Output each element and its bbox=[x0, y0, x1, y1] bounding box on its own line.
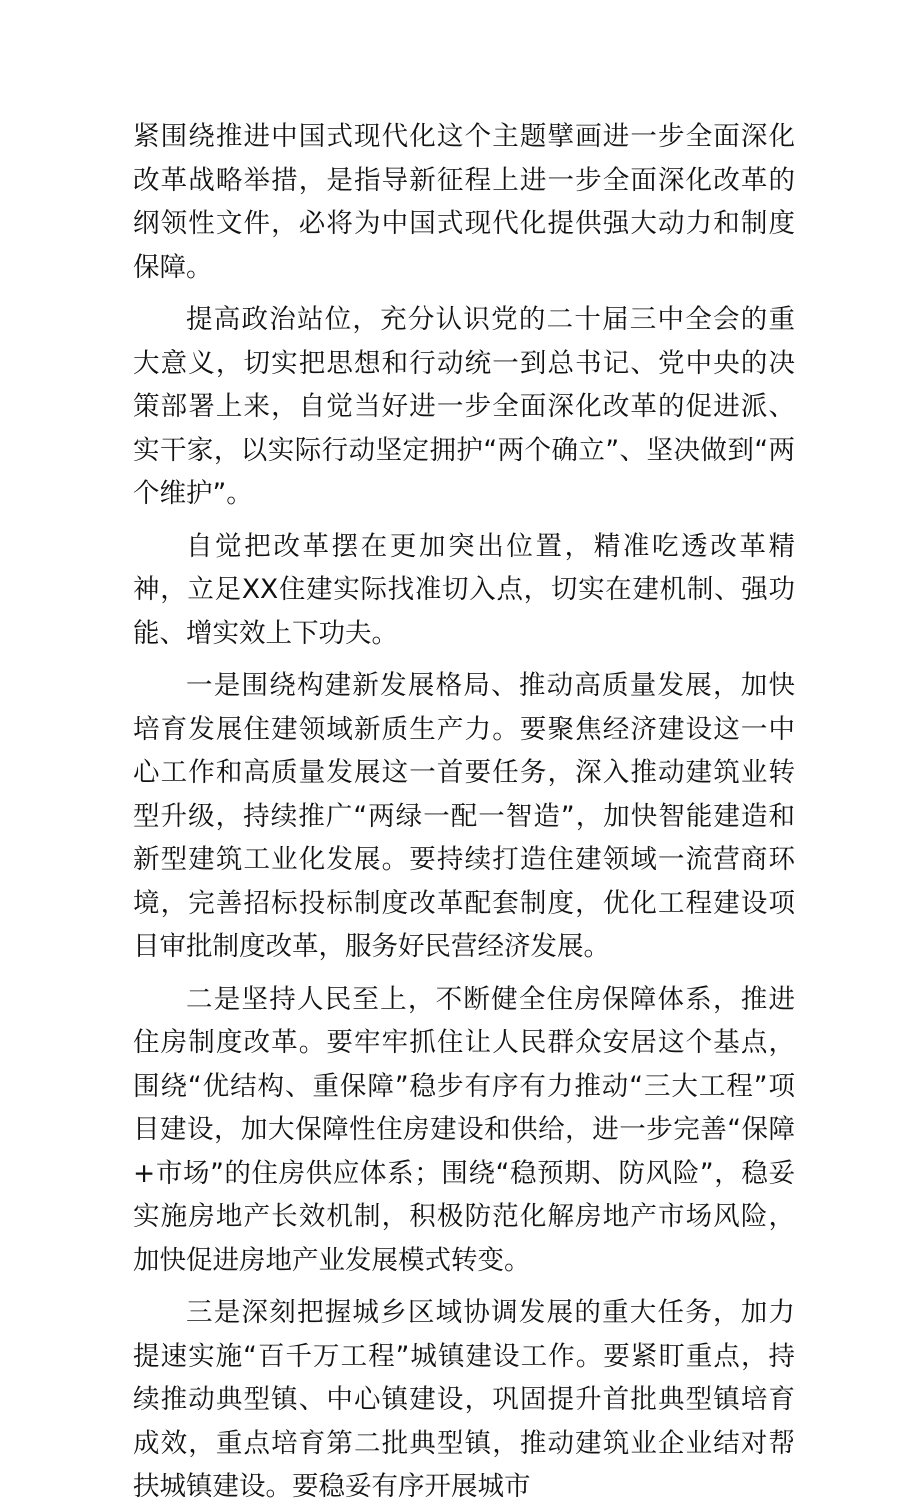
document-body bbox=[133, 115, 795, 1509]
paragraph-political-stance: 提高政治站位，充分认识党的二十届三中全会的重大意义，切实把思想和行动统一到总书记、党中央的决策部署上来，自觉当好进一步全面深化改革的促进派、实干家，以实际行动坚定拥护“两个确立”、坚决做到“两个维护”。 bbox=[133, 304, 795, 509]
paragraph-continuation: 紧围绕推进中国式现代化这个主题擘画进一步全面深化改革战略举措，是指导新征程上进一步全面深化改革的纲领性文件，必将为中国式现代化提供强大动力和制度保障。 bbox=[133, 121, 795, 283]
paragraph-point-one: 一是围绕构建新发展格局、推动高质量发展，加快培育发展住建领域新质生产力。要聚焦经济建设这一中心工作和高质量发展这一首要任务，深入推动建筑业转型升级，持续推广“两绿一配一智造”，加快智能建造和新型建筑工业化发展。要持续打造住建领域一流营商环境，完善招标投标制度改革配套制度，优化工程建设项目审批制度改革，服务好民营经济发展。 bbox=[133, 670, 795, 962]
paragraph-point-two: 二是坚持人民至上，不断健全住房保障体系，推进住房制度改革。要牢牢抓住让人民群众安居这个基点，围绕“优结构、重保障”稳步有序有力推动“三大工程”项目建设，加大保障性住房建设和供给，进一步完善“保障+市场”的住房供应体系；围绕“稳预期、防风险”，稳妥实施房地产长效机制，积极防范化解房地产市场风险，加快促进房地产业发展模式转变。 bbox=[133, 983, 795, 1276]
paragraph-point-three: 三是深刻把握城乡区域协调发展的重大任务，加力提速实施“百千万工程”城镇建设工作。要紧盯重点，持续推动典型镇、中心镇建设，巩固提升首批典型镇培育成效，重点培育第二批典型镇，推动建筑业企业结对帮扶城镇建设。要稳妥有序开展城市 bbox=[133, 1297, 795, 1502]
paragraph-reform-priority: 自觉把改革摆在更加突出位置，精准吃透改革精神，立足XX住建实际找准切入点，切实在建机制、强功能、增实效上下功夫。 bbox=[133, 530, 795, 649]
